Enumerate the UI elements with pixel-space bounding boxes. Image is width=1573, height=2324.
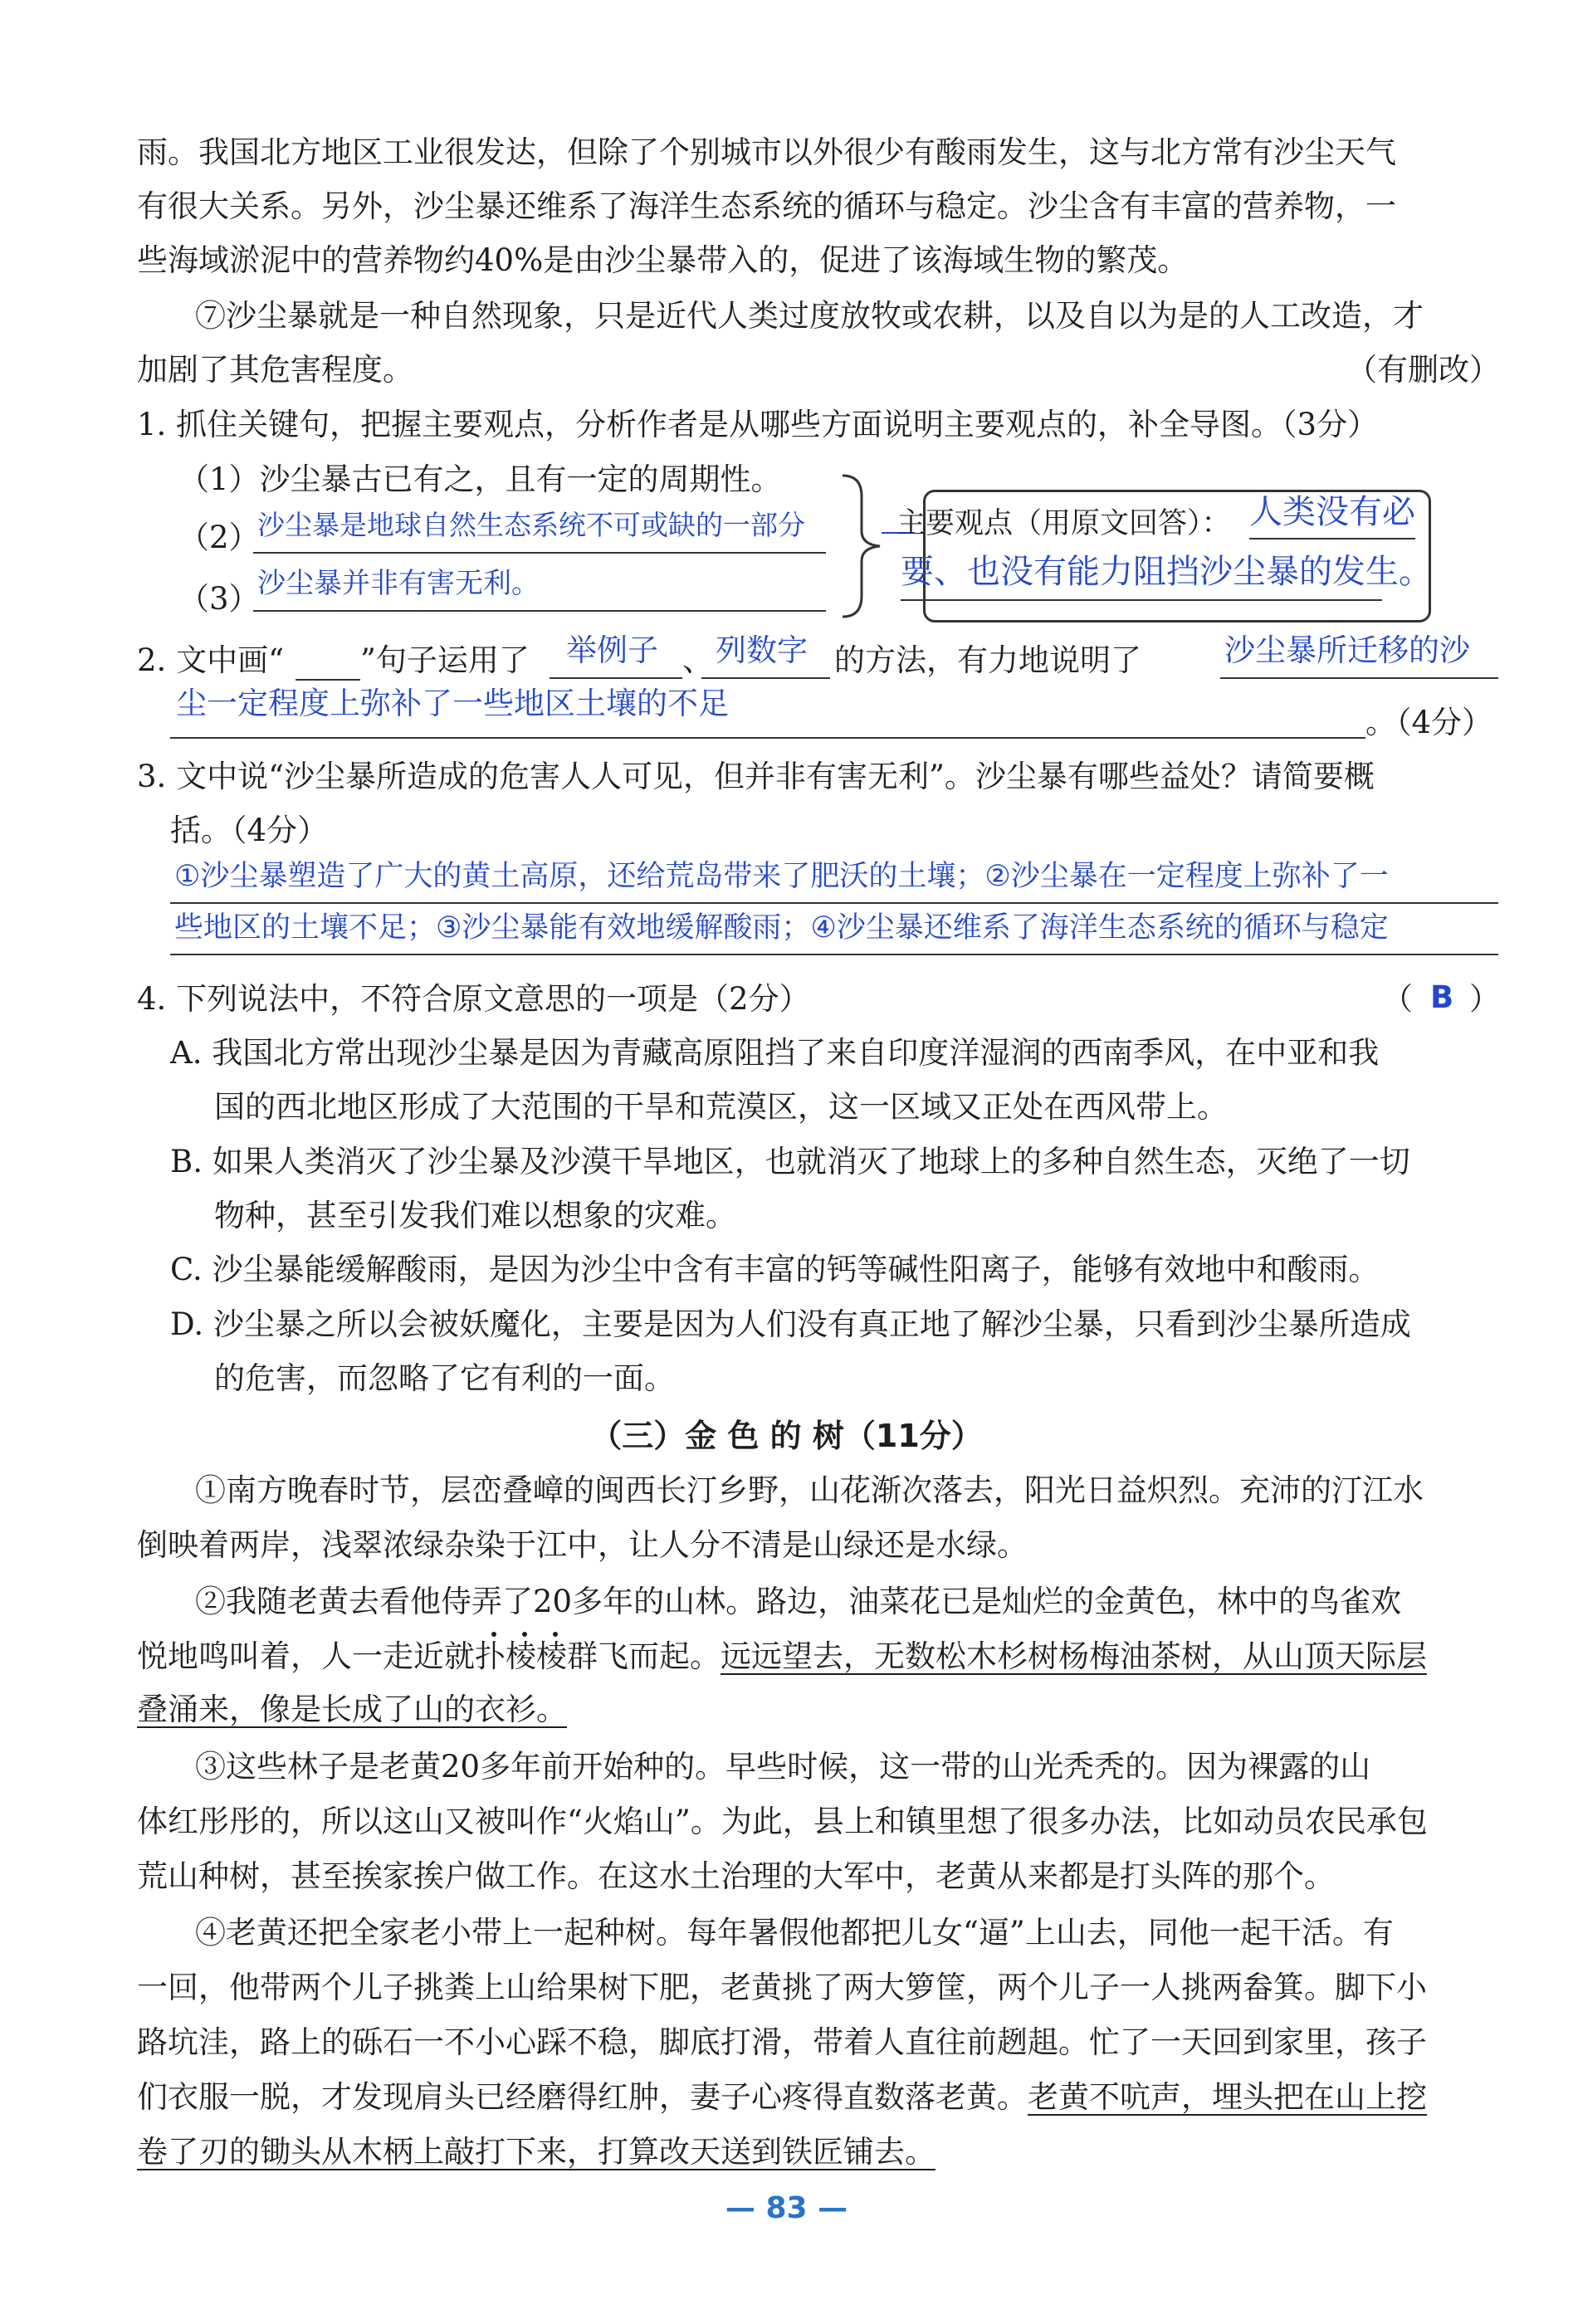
passage-line: 些海域淤泥中的营养物约40%是由沙尘暴带入的，促进了该海域生物的繁茂。: [137, 242, 1189, 278]
q3-answer-line1: ①沙尘暴塑造了广大的黄土高原，还给荒岛带来了肥沃的土壤；②沙尘暴在一定程度上弥补了一: [174, 860, 1389, 893]
q4-option-d-line2: 的危害，而忽略了它有利的一面。: [214, 1360, 675, 1396]
passage-line: 荒山种树，甚至挨家挨户做工作。在这水土治理的大军中，老黄从来都是打头阵的那个。: [137, 1858, 1335, 1894]
q2-part2: ”句子运用了: [360, 642, 530, 678]
underlined-sentence: 老黄不吭声，埋头把在山上挖: [1028, 2079, 1427, 2115]
q2-part1: 2. 文中画“: [137, 642, 284, 678]
underlined-sentence: 远远望去，无数松木杉树杨梅油茶树，从山顶天际层: [721, 1638, 1427, 1674]
q3-stem-line2: 括。（4分）: [170, 813, 329, 848]
passage-text: 们衣服一脱，才发现肩头已经磨得红肿，妻子心疼得直数落老黄。: [137, 2079, 1028, 2115]
main-point-answer-rule1: [1249, 538, 1415, 540]
passage-text: 悦地鸣叫着，人一走近就扑棱棱群飞而起。: [137, 1638, 721, 1674]
q2-method1-line: [550, 677, 682, 679]
q2-separator: 、: [682, 642, 713, 678]
brace-icon: [838, 471, 888, 621]
main-point-answer-rule2: [901, 599, 1382, 601]
passage-line: ②我随老黄去看他侍弄了20多年的山林。路边，油菜花已是灿烂的金黄色，林中的鸟雀欢: [195, 1584, 1402, 1619]
passage-line: 加剧了其危害程度。: [137, 352, 413, 388]
q1-item-1: （1）沙尘暴古已有之，且有一定的周期性。: [178, 461, 782, 497]
q2-answer-content-line1: 沙尘暴所迁移的沙: [1224, 632, 1470, 668]
q3-answer-rule2: [170, 954, 1498, 955]
q4-option-d-line1: D. 沙尘暴之所以会被妖魔化，主要是因为人们没有真正地了解沙尘暴，只看到沙尘暴所造成: [170, 1306, 1411, 1342]
q2-answer-method2: 列数字: [716, 632, 808, 668]
underlined-sentence: 卷了刃的锄头从木柄上敲打下来，打算改天送到铁匠铺去。: [137, 2134, 935, 2170]
q2-tail: 。（4分）: [1365, 705, 1493, 740]
passage-line: 体红彤彤的，所以这山又被叫作“火焰山”。为此，县上和镇里想了很多办法，比如动员农民承包: [137, 1804, 1428, 1839]
passage-line: 路坑洼，路上的砾石一不小心踩不稳，脚底打滑，带着人直往前趔趄。忙了一天回到家里，孩子: [137, 2024, 1427, 2060]
passage-line: ④老黄还把全家老小带上一起种树。每年暑假他都把儿女“逼”上山去，同他一起干活。有: [195, 1915, 1394, 1950]
q4-paren-close: ）: [1469, 981, 1500, 1017]
source-note: （有删改）: [1346, 352, 1500, 388]
q4-option-a-line1: A. 我国北方常出现沙尘暴是因为青藏高原阻挡了来自印度洋湿润的西南季风，在中亚和我: [170, 1035, 1380, 1071]
main-point-answer-line2: 要、也没有能力阻挡沙尘暴的发生。: [901, 553, 1432, 591]
emphasis-dot: [553, 1632, 558, 1637]
q4-option-b-line1: B. 如果人类消灭了沙尘暴及沙漠干旱地区，也就消灭了地球上的多种自然生态，灭绝了一切: [170, 1144, 1410, 1179]
q2-content-line2-rule: [170, 737, 1365, 739]
passage-line: 雨。我国北方地区工业很发达，但除了个别城市以外很少有酸雨发生，这与北方常有沙尘天气: [137, 134, 1396, 170]
passage-3-title: （三）金 色 的 树（11分）: [590, 1418, 983, 1454]
q4-option-a-line2: 国的西北地区形成了大范围的干旱和荒漠区，这一区域又正处在西风带上。: [214, 1089, 1228, 1125]
q3-stem-line1: 3. 文中说“沙尘暴所造成的危害人人可见，但并非有害无利”。沙尘暴有哪些益处？请简要概: [137, 759, 1375, 794]
main-point-answer-line1: 人类没有必: [1249, 493, 1415, 531]
q1-answer-3-line: [253, 610, 826, 612]
passage-line: ⑦沙尘暴就是一种自然现象，只是近代人类过度放牧或农耕，以及自以为是的人工改造，才: [195, 298, 1424, 334]
underlined-sentence: 叠涌来，像是长成了山的衣衫。: [137, 1692, 567, 1727]
passage-line: 有很大关系。另外，沙尘暴还维系了海洋生态系统的循环与稳定。沙尘含有丰富的营养物，一: [137, 188, 1396, 224]
emphasis-dot: [522, 1632, 527, 1637]
q4-stem: 4. 下列说法中，不符合原文意思的一项是（2分）: [137, 981, 810, 1017]
q2-part3: 的方法，有力地说明了: [834, 642, 1141, 678]
passage-line: ①南方晚春时节，层峦叠嶂的闽西长汀乡野，山花渐次落去，阳光日益炽烈。充沛的汀江水: [195, 1472, 1424, 1508]
q1-item-3-label: （3）: [178, 581, 260, 617]
q3-answer-line2: 些地区的土壤不足；③沙尘暴能有效地缓解酸雨；④沙尘暴还维系了海洋生态系统的循环与稳定: [174, 911, 1389, 945]
q4-option-b-line2: 物种，甚至引发我们难以想象的灾难。: [214, 1198, 736, 1233]
q4-answer: B: [1430, 979, 1454, 1015]
q1-answer-2: 沙尘暴是地球自然生态系统不可或缺的一部分: [257, 509, 805, 541]
q2-content-line1-rule: [1220, 677, 1498, 679]
q2-method2-line: [701, 677, 830, 679]
q1-answer-2-line: [253, 552, 826, 554]
question-1-stem: 1. 抓住关键句，把握主要观点，分析作者是从哪些方面说明主要观点的，补全导图。（3分）: [137, 407, 1379, 442]
q2-blank-line: [296, 679, 360, 681]
passage-line: 倒映着两岸，浅翠浓绿杂染于江中，让人分不清是山绿还是水绿。: [137, 1527, 1028, 1563]
q2-answer-method1: 举例子: [566, 632, 658, 668]
emphasis-dot: [491, 1632, 496, 1637]
page-number: — 83 —: [725, 2191, 848, 2225]
q3-answer-rule1: [170, 902, 1498, 904]
q4-option-c-line1: C. 沙尘暴能缓解酸雨，是因为沙尘中含有丰富的钙等碱性阳离子，能够有效地中和酸雨。: [170, 1252, 1380, 1287]
q1-answer-3: 沙尘暴并非有害无利。: [257, 567, 540, 600]
main-point-label: 主要观点（用原文回答）：: [896, 507, 1231, 540]
q4-paren-open: （: [1382, 981, 1413, 1017]
q2-answer-content-line2: 尘一定程度上弥补了一些地区土壤的不足: [176, 686, 729, 721]
passage-line: 一回，他带两个儿子挑粪上山给果树下肥，老黄挑了两大箩筐，两个儿子一人挑两畚箕。脚下小: [137, 1970, 1427, 2005]
q1-item-2-label: （2）: [178, 520, 260, 555]
passage-line: ③这些林子是老黄20多年前开始种的。早些时候，这一带的山光秃秃的。因为裸露的山: [195, 1749, 1371, 1784]
